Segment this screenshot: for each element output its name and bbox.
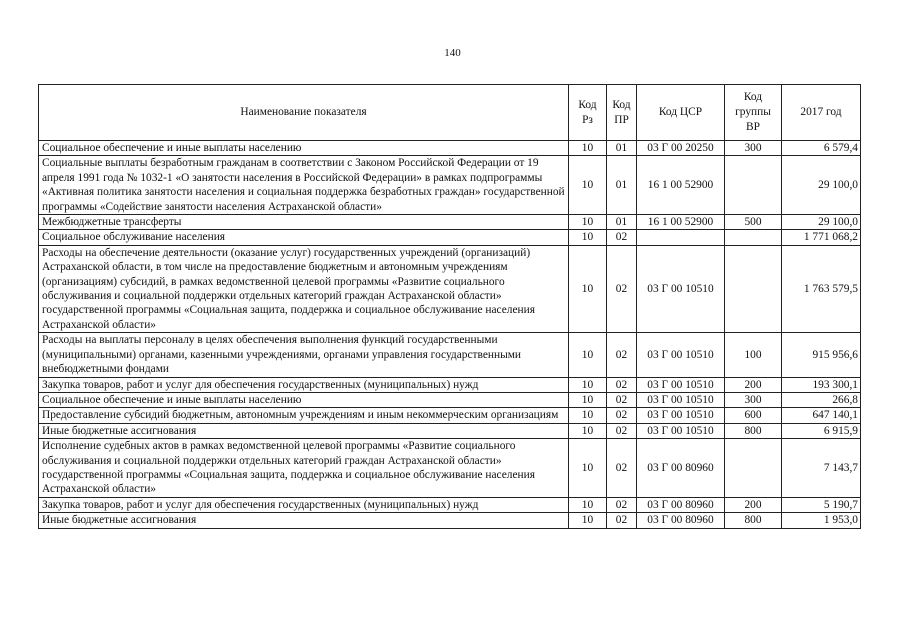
row-csr: 16 1 00 52900 — [637, 156, 725, 215]
row-vr: 500 — [725, 215, 782, 230]
row-vr: 300 — [725, 392, 782, 407]
budget-table — [38, 84, 861, 529]
row-pr: 01 — [607, 215, 637, 230]
row-rz: 10 — [569, 392, 607, 407]
table-row — [39, 497, 861, 512]
row-csr: 03 Г 00 80960 — [637, 513, 725, 528]
row-name: Социальное обеспечение и иные выплаты населению — [39, 141, 569, 156]
table-row — [39, 439, 861, 498]
row-csr — [637, 230, 725, 245]
row-pr: 01 — [607, 141, 637, 156]
table-row — [39, 377, 861, 392]
row-csr: 03 Г 00 10510 — [637, 333, 725, 377]
row-rz: 10 — [569, 230, 607, 245]
row-pr: 02 — [607, 333, 637, 377]
row-name: Закупка товаров, работ и услуг для обеспечения государственных (муниципальных) нужд — [39, 377, 569, 392]
table-row — [39, 392, 861, 407]
table-row — [39, 156, 861, 215]
row-vr — [725, 230, 782, 245]
row-name: Социальное обслуживание населения — [39, 230, 569, 245]
row-value: 647 140,1 — [782, 408, 861, 423]
table-row — [39, 245, 861, 332]
table-row — [39, 215, 861, 230]
row-csr: 03 Г 00 10510 — [637, 392, 725, 407]
table-row — [39, 230, 861, 245]
row-csr: 03 Г 00 10510 — [637, 408, 725, 423]
row-pr: 02 — [607, 408, 637, 423]
row-name: Межбюджетные трансферты — [39, 215, 569, 230]
row-rz: 10 — [569, 156, 607, 215]
row-value: 1 763 579,5 — [782, 245, 861, 332]
table-row — [39, 423, 861, 438]
row-value: 29 100,0 — [782, 215, 861, 230]
header-csr: Код ЦСР — [637, 85, 725, 141]
table-row — [39, 141, 861, 156]
table-row — [39, 408, 861, 423]
header-pr: Код ПР — [607, 85, 637, 141]
row-name: Расходы на обеспечение деятельности (оказание услуг) государственных учреждений (организаций) Астраханской области, в том числе на предоставление бюджетным и автономным учреждениям (организациям) субсидий, в рамках ведомственной целевой программы «Развитие социального обслуживания и социальной поддержки отдельных категорий граждан Астраханской области» государственной программы «Социальная защита, поддержка и социальное обслуживание населения Астраханской области» — [39, 245, 569, 332]
row-rz: 10 — [569, 141, 607, 156]
table-header-row — [39, 85, 861, 141]
row-vr — [725, 245, 782, 332]
row-vr: 100 — [725, 333, 782, 377]
row-pr: 02 — [607, 377, 637, 392]
row-value: 266,8 — [782, 392, 861, 407]
row-rz: 10 — [569, 408, 607, 423]
row-vr — [725, 156, 782, 215]
row-name: Социальные выплаты безработным гражданам в соответствии с Законом Российской Федерации от 19 апреля 1991 года № 1032-1 «О занятости населения в Российской Федерации» в рамках подпрограммы «Активная политика занятости населения и социальная поддержка безработных граждан» государственной программы «Содействие занятости населения Астраханской области» — [39, 156, 569, 215]
row-rz: 10 — [569, 333, 607, 377]
row-value: 1 771 068,2 — [782, 230, 861, 245]
row-vr: 600 — [725, 408, 782, 423]
row-pr: 02 — [607, 392, 637, 407]
row-pr: 02 — [607, 423, 637, 438]
row-value: 29 100,0 — [782, 156, 861, 215]
row-csr: 03 Г 00 10510 — [637, 423, 725, 438]
row-csr: 03 Г 00 10510 — [637, 245, 725, 332]
row-rz: 10 — [569, 423, 607, 438]
row-name: Исполнение судебных актов в рамках ведомственной целевой программы «Развитие социального обслуживания и социальной поддержки отдельных категорий граждан Астраханской области» государственной программы «Социальная защита, поддержка и социальное обслуживание населения Астраханской области» — [39, 439, 569, 498]
row-vr: 800 — [725, 423, 782, 438]
row-name: Закупка товаров, работ и услуг для обеспечения государственных (муниципальных) нужд — [39, 497, 569, 512]
row-vr: 200 — [725, 377, 782, 392]
row-value: 1 953,0 — [782, 513, 861, 528]
row-csr: 03 Г 00 80960 — [637, 497, 725, 512]
row-csr: 03 Г 00 80960 — [637, 439, 725, 498]
row-value: 193 300,1 — [782, 377, 861, 392]
row-rz: 10 — [569, 245, 607, 332]
row-value: 7 143,7 — [782, 439, 861, 498]
row-vr: 200 — [725, 497, 782, 512]
row-value: 6 579,4 — [782, 141, 861, 156]
row-value: 915 956,6 — [782, 333, 861, 377]
header-rz: Код Рз — [569, 85, 607, 141]
row-pr: 02 — [607, 245, 637, 332]
row-rz: 10 — [569, 513, 607, 528]
row-rz: 10 — [569, 377, 607, 392]
row-pr: 02 — [607, 497, 637, 512]
header-name: Наименование показателя — [39, 85, 569, 141]
table-row — [39, 333, 861, 377]
row-vr — [725, 439, 782, 498]
row-pr: 02 — [607, 513, 637, 528]
row-value: 5 190,7 — [782, 497, 861, 512]
row-name: Социальное обеспечение и иные выплаты населению — [39, 392, 569, 407]
row-pr: 02 — [607, 230, 637, 245]
row-csr: 16 1 00 52900 — [637, 215, 725, 230]
row-name: Предоставление субсидий бюджетным, автономным учреждениям и иным некоммерческим организациям — [39, 408, 569, 423]
row-rz: 10 — [569, 497, 607, 512]
header-vr: Код группы ВР — [725, 85, 782, 141]
row-csr: 03 Г 00 10510 — [637, 377, 725, 392]
table-row — [39, 513, 861, 528]
row-value: 6 915,9 — [782, 423, 861, 438]
row-rz: 10 — [569, 215, 607, 230]
row-name: Иные бюджетные ассигнования — [39, 513, 569, 528]
row-name: Иные бюджетные ассигнования — [39, 423, 569, 438]
row-rz: 10 — [569, 439, 607, 498]
row-name: Расходы на выплаты персоналу в целях обеспечения выполнения функций государственными (муниципальными) органами, казенными учреждениями, органами управления государственными внебюджетными фондами — [39, 333, 569, 377]
row-vr: 300 — [725, 141, 782, 156]
row-pr: 02 — [607, 439, 637, 498]
row-vr: 800 — [725, 513, 782, 528]
page-number: 140 — [444, 47, 461, 59]
header-year: 2017 год — [782, 85, 861, 141]
row-csr: 03 Г 00 20250 — [637, 141, 725, 156]
row-pr: 01 — [607, 156, 637, 215]
